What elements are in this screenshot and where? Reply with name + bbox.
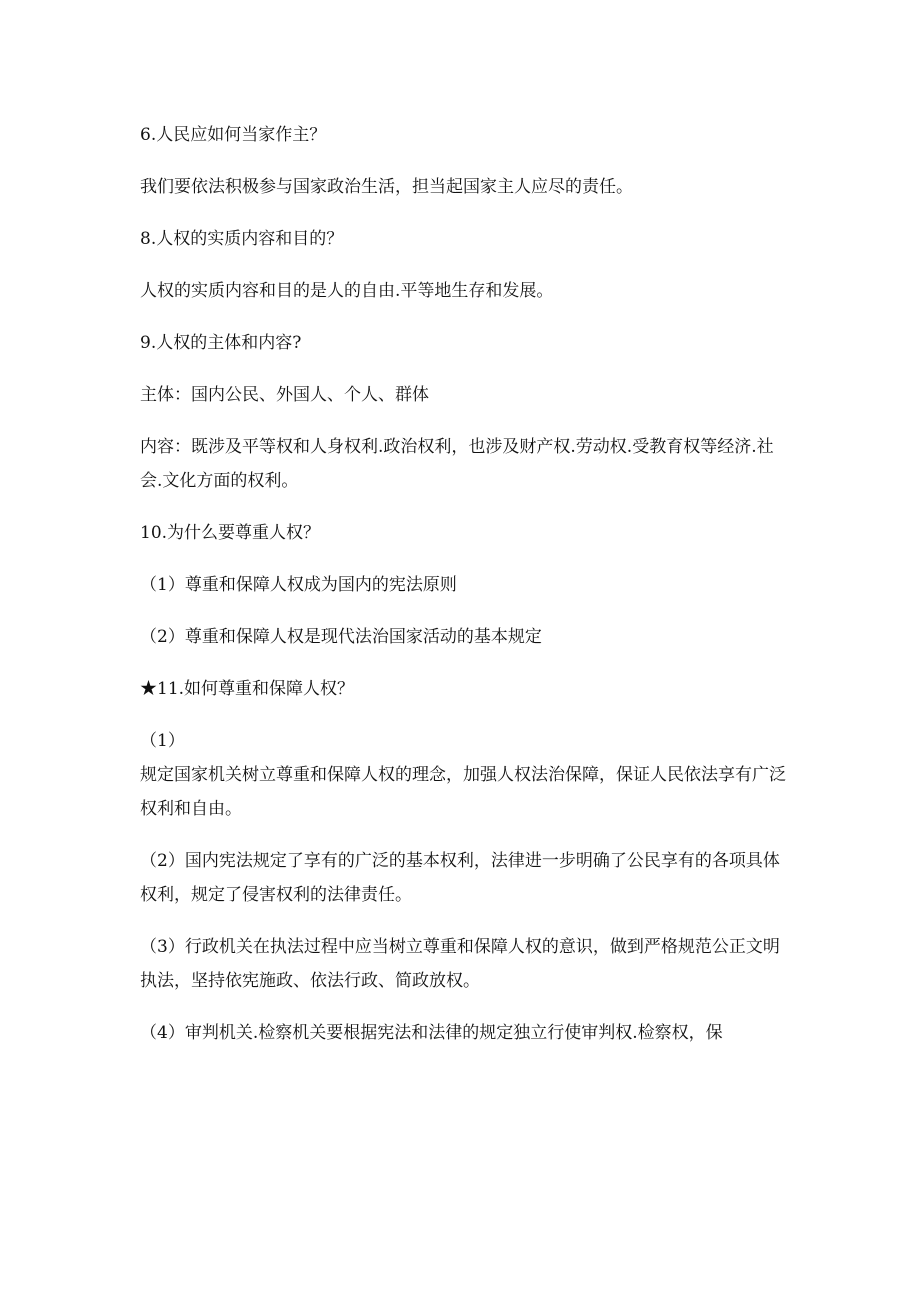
answer-11-point-3: （3）行政机关在执法过程中应当树立尊重和保障人权的意识，做到严格规范公正文明执法，坚持依宪施政、依法行政、简政放权。: [140, 937, 780, 991]
document-body: [140, 118, 790, 1068]
answer-8: 人权的实质内容和目的是人的自由.平等地生存和发展。: [140, 281, 554, 301]
question-10: 10.为什么要尊重人权？: [140, 523, 321, 543]
answer-9-subject: 主体：国内公民、外国人、个人、群体: [140, 385, 429, 405]
answer-11-point-2: （2）国内宪法规定了享有的广泛的基本权利，法律进一步明确了公民享有的各项具体权利，规定了侵害权利的法律责任。: [140, 851, 780, 905]
answer-10-point-2: （2）尊重和保障人权是现代法治国家活动的基本规定: [140, 627, 542, 647]
answer-6: 我们要依法积极参与国家政治生活，担当起国家主人应尽的责任。: [140, 177, 633, 197]
answer-11-point-1-label: （1）: [140, 731, 185, 751]
question-11: ★11.如何尊重和保障人权？: [140, 679, 355, 699]
question-9: 9.人权的主体和内容?: [140, 333, 302, 353]
answer-9-content: 内容：既涉及平等权和人身权利.政治权利，也涉及财产权.劳动权.受教育权等经济.社会.文化方面的权利。: [140, 437, 774, 491]
answer-11-point-1: 规定国家机关树立尊重和保障人权的理念，加强人权法治保障，保证人民依法享有广泛权利和自由。: [140, 765, 786, 819]
answer-10-point-1: （1）尊重和保障人权成为国内的宪法原则: [140, 575, 457, 595]
answer-11-point-4: （4）审判机关.检察机关要根据宪法和法律的规定独立行使审判权.检察权，保: [140, 1023, 723, 1043]
question-8: 8.人权的实质内容和目的？: [140, 229, 344, 249]
question-6: 6.人民应如何当家作主？: [140, 125, 327, 145]
